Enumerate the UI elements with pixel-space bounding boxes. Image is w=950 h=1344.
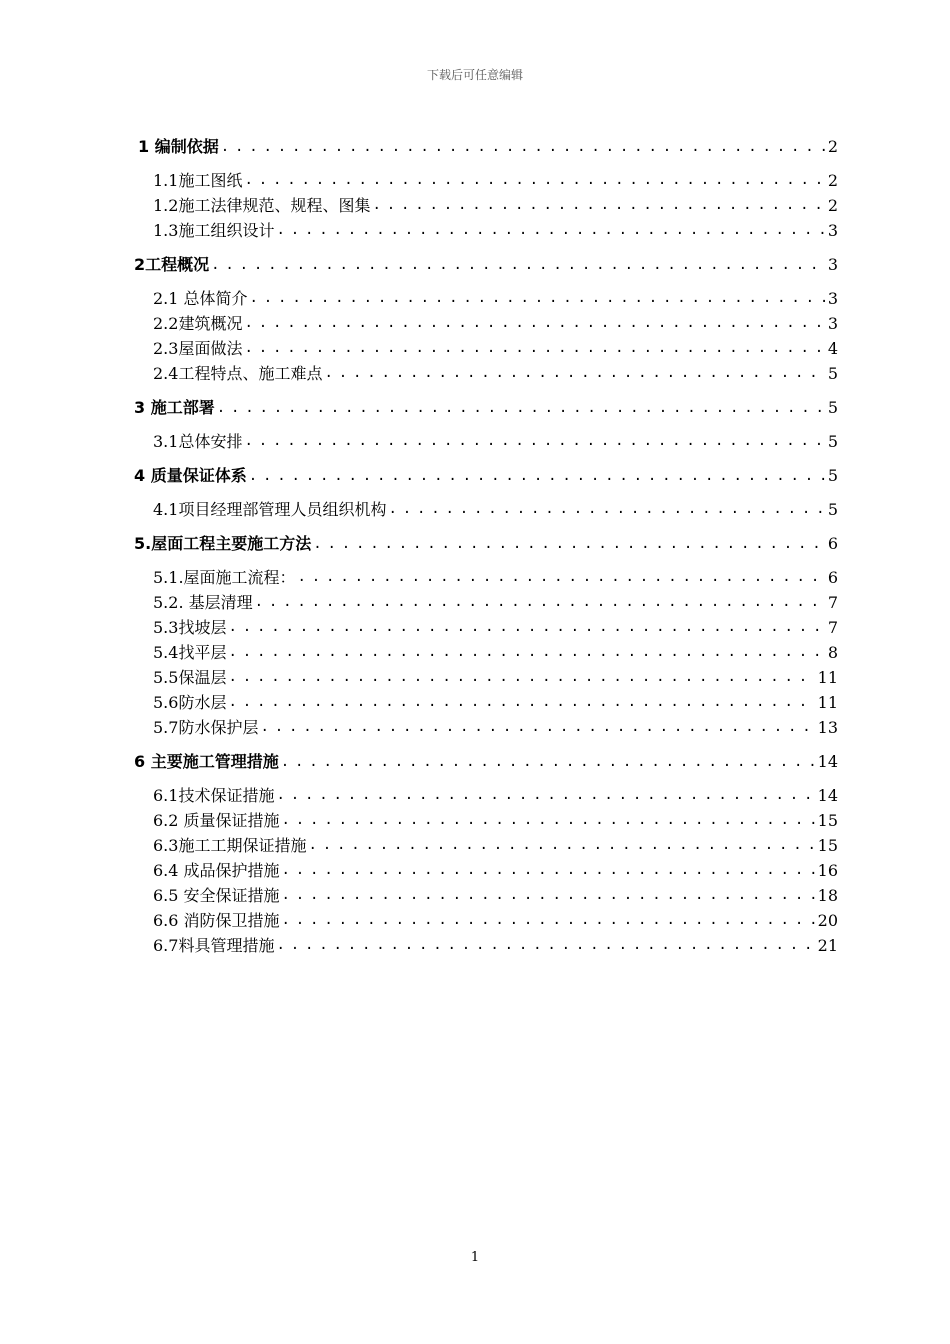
toc-entry-label: 6 主要施工管理措施 [134, 752, 279, 771]
toc-section-entry[interactable] [134, 715, 838, 740]
toc-section-entry[interactable] [134, 615, 838, 640]
toc-chapter-entry[interactable] [134, 531, 838, 565]
toc-dot-leader [276, 935, 815, 951]
toc-entry-label: 5.5保温层 [153, 668, 227, 687]
toc-section-entry[interactable] [134, 361, 838, 386]
toc-entry-page: 5 [827, 432, 838, 451]
toc-entry-page: 11 [817, 693, 838, 712]
toc-entry-page: 4 [827, 339, 838, 358]
toc-dot-leader [313, 533, 826, 549]
toc-section-entry[interactable] [134, 640, 838, 665]
toc-entry-page: 15 [817, 811, 838, 830]
toc-entry-label: 2.3屋面做法 [153, 339, 243, 358]
toc-section-entry[interactable] [134, 311, 838, 336]
toc-dot-leader [244, 170, 825, 186]
toc-entry-page: 7 [827, 618, 838, 637]
toc-dot-leader [282, 810, 816, 826]
toc-entry-page: 21 [817, 936, 838, 955]
toc-entry-page: 3 [827, 289, 838, 308]
toc-section-entry[interactable] [134, 908, 838, 933]
toc-entry-label: 5.4找平层 [153, 643, 227, 662]
toc-entry-label: 5.7防水保护层 [153, 718, 259, 737]
toc-dot-leader [282, 910, 816, 926]
toc-entry-label: 1.2施工法律规范、规程、图集 [153, 196, 371, 215]
toc-entry-page: 14 [817, 752, 838, 771]
toc-dot-leader [249, 465, 826, 481]
toc-entry-page: 6 [827, 568, 838, 587]
toc-entry-page: 20 [817, 911, 838, 930]
toc-entry-label: 2.1 总体简介 [153, 289, 248, 308]
toc-entry-page: 6 [827, 534, 838, 553]
toc-section-entry[interactable] [134, 665, 838, 690]
toc-section-entry[interactable] [134, 497, 838, 522]
toc-dot-leader [276, 785, 815, 801]
toc-entry-page: 11 [817, 668, 838, 687]
toc-dot-leader [211, 254, 826, 270]
toc-section-entry[interactable] [134, 690, 838, 715]
toc-entry-label: 3 施工部署 [134, 398, 215, 417]
toc-dot-leader [228, 617, 825, 633]
toc-dot-leader [282, 860, 816, 876]
toc-entry-label: 2.2建筑概况 [153, 314, 243, 333]
toc-chapter-entry[interactable] [134, 252, 838, 286]
toc-entry-label: 4 质量保证体系 [134, 466, 247, 485]
toc-chapter-entry[interactable] [134, 749, 838, 783]
toc-section-entry[interactable] [134, 590, 838, 615]
toc-entry-label: 5.6防水层 [153, 693, 227, 712]
toc-dot-leader [228, 642, 825, 658]
toc-entry-label: 5.1.屋面施工流程： [153, 568, 296, 587]
toc-entry-label: 1 编制依据 [138, 137, 219, 156]
toc-dot-leader [244, 338, 825, 354]
toc-section-entry[interactable] [134, 168, 838, 193]
toc-chapter-entry[interactable] [134, 463, 838, 497]
toc-entry-label: 6.2 质量保证措施 [153, 811, 280, 830]
toc-dot-leader [228, 667, 815, 683]
toc-dot-leader [276, 220, 825, 236]
toc-section-entry[interactable] [134, 833, 838, 858]
toc-dot-leader [244, 431, 825, 447]
toc-chapter-entry[interactable] [134, 395, 838, 429]
toc-entry-page: 5 [827, 500, 838, 519]
toc-entry-page: 14 [817, 786, 838, 805]
toc-dot-leader [281, 751, 816, 767]
toc-section-entry[interactable] [134, 933, 838, 958]
toc-dot-leader [255, 592, 826, 608]
toc-entry-label: 4.1项目经理部管理人员组织机构 [153, 500, 387, 519]
toc-entry-page: 15 [817, 836, 838, 855]
toc-entry-page: 2 [827, 196, 838, 215]
toc-dot-leader [308, 835, 815, 851]
toc-entry-label: 1.3施工组织设计 [153, 221, 275, 240]
toc-entry-label: 3.1总体安排 [153, 432, 243, 451]
toc-section-entry[interactable] [134, 783, 838, 808]
toc-section-entry[interactable] [134, 286, 838, 311]
toc-entry-page: 5 [827, 364, 838, 383]
toc-entry-page: 7 [827, 593, 838, 612]
toc-dot-leader [298, 567, 826, 583]
page-number: 1 [470, 1250, 480, 1265]
toc-section-entry[interactable] [134, 883, 838, 908]
toc-entry-label: 6.6 消防保卫措施 [153, 911, 280, 930]
toc-section-entry[interactable] [134, 193, 838, 218]
toc-dot-leader [260, 717, 815, 733]
toc-dot-leader [228, 692, 815, 708]
toc-entry-label: 6.7料具管理措施 [153, 936, 275, 955]
table-of-contents [134, 134, 838, 958]
toc-dot-leader [372, 195, 825, 211]
toc-dot-leader [250, 288, 826, 304]
toc-entry-page: 8 [827, 643, 838, 662]
toc-section-entry[interactable] [134, 218, 838, 243]
toc-entry-label: 1.1施工图纸 [153, 171, 243, 190]
toc-section-entry[interactable] [134, 429, 838, 454]
toc-entry-label: 2工程概况 [134, 255, 210, 274]
toc-dot-leader [282, 885, 816, 901]
toc-dot-leader [324, 363, 825, 379]
toc-dot-leader [217, 397, 826, 413]
toc-entry-label: 6.4 成品保护措施 [153, 861, 280, 880]
toc-entry-page: 5 [827, 398, 838, 417]
toc-dot-leader [244, 313, 825, 329]
toc-entry-page: 2 [827, 137, 838, 156]
toc-entry-label: 6.3施工工期保证措施 [153, 836, 307, 855]
toc-section-entry[interactable] [134, 858, 838, 883]
toc-entry-page: 16 [817, 861, 838, 880]
toc-entry-label: 5.屋面工程主要施工方法 [134, 534, 312, 553]
toc-entry-page: 13 [817, 718, 838, 737]
toc-dot-leader [221, 136, 826, 152]
toc-entry-label: 5.2. 基层清理 [153, 593, 253, 612]
toc-entry-page: 18 [817, 886, 838, 905]
toc-entry-label: 5.3找坡层 [153, 618, 227, 637]
toc-section-entry[interactable] [134, 808, 838, 833]
toc-entry-page: 2 [827, 171, 838, 190]
toc-section-entry[interactable] [134, 336, 838, 361]
toc-section-entry[interactable] [134, 565, 838, 590]
toc-entry-page: 5 [827, 466, 838, 485]
toc-chapter-entry[interactable] [134, 134, 838, 168]
toc-entry-page: 3 [827, 221, 838, 240]
header-note: 下载后可任意编辑 [426, 68, 523, 82]
toc-dot-leader [388, 499, 825, 515]
toc-entry-page: 3 [827, 255, 838, 274]
toc-entry-page: 3 [827, 314, 838, 333]
toc-entry-label: 6.5 安全保证措施 [153, 886, 280, 905]
toc-entry-label: 6.1技术保证措施 [153, 786, 275, 805]
toc-entry-label: 2.4工程特点、施工难点 [153, 364, 323, 383]
